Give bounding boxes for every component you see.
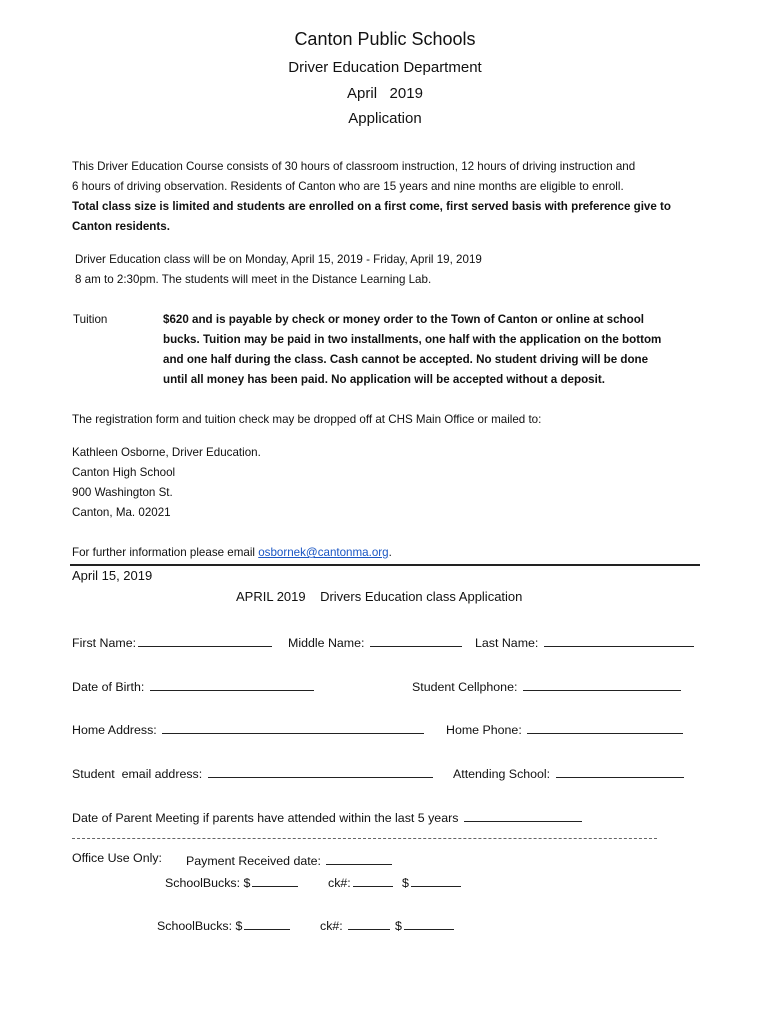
intro-bold-line: Canton residents. (72, 220, 170, 233)
middle-name-label: Middle Name: (288, 636, 368, 650)
tuition-details (163, 310, 661, 390)
form-title: APRIL 2019 Drivers Education class Application (236, 589, 523, 604)
mailing-address (72, 443, 261, 523)
home-phone-field[interactable] (446, 720, 683, 737)
payment-date-field[interactable] (186, 851, 392, 868)
first-name-field[interactable] (72, 633, 272, 650)
schoolbucks-field-2[interactable] (157, 916, 290, 933)
tuition-line: and one half during the class. Cash cannot be accepted. No student driving will be done (163, 353, 649, 366)
schoolbucks-blank[interactable] (244, 916, 290, 930)
schoolbucks-field-1[interactable] (165, 873, 298, 890)
check-number-label: ck#: (328, 876, 351, 890)
dob-label: Date of Birth: (72, 680, 148, 694)
home-phone-label: Home Phone: (446, 723, 526, 737)
registration-text: The registration form and tuition check may be dropped off at CHS Main Office or mailed to: (72, 413, 542, 426)
address-line: 900 Washington St. (72, 486, 173, 499)
check-number-label: ck#: (320, 919, 347, 933)
tuition-label: Tuition (73, 313, 108, 326)
address-line: Canton High School (72, 466, 176, 479)
email-field[interactable] (72, 764, 433, 781)
cellphone-label: Student Cellphone: (412, 680, 521, 694)
department-title: Driver Education Department (288, 59, 482, 76)
intro-line: This Driver Education Course consists of 30 hours of classroom instruction, 12 hours of driving instruction and (72, 160, 636, 173)
middle-name-field[interactable] (288, 633, 462, 650)
payment-date-label: Payment Received date: (186, 854, 325, 868)
email-link[interactable]: osbornek@cantonma.org (258, 546, 389, 559)
email-label: Student email address: (72, 767, 206, 781)
last-name-blank[interactable] (544, 633, 694, 647)
contact-prefix: For further information please email (72, 546, 259, 559)
middle-name-blank[interactable] (370, 633, 462, 647)
school-blank[interactable] (556, 764, 684, 778)
schoolbucks-label: SchoolBucks: $ (165, 876, 251, 890)
dob-blank[interactable] (150, 677, 314, 691)
parent-meeting-label: Date of Parent Meeting if parents have attended within the last 5 years (72, 811, 462, 825)
amount-field-2[interactable] (395, 916, 454, 933)
school-field[interactable] (453, 764, 684, 781)
home-address-blank[interactable] (162, 720, 424, 734)
check-number-field-1[interactable] (328, 873, 393, 890)
amount-blank[interactable] (404, 916, 454, 930)
document-type: Application (348, 110, 422, 127)
document-date: April 2019 (347, 85, 423, 102)
schedule-paragraph (75, 250, 482, 290)
school-label: Attending School: (453, 767, 554, 781)
tuition-line: until all money has been paid. No application will be accepted without a deposit. (163, 373, 605, 386)
last-name-field[interactable] (475, 633, 694, 650)
schedule-line: Driver Education class will be on Monday, April 15, 2019 - Friday, April 19, 2019 (75, 253, 482, 266)
parent-meeting-blank[interactable] (464, 808, 582, 822)
home-address-field[interactable] (72, 720, 424, 737)
home-address-label: Home Address: (72, 723, 161, 737)
intro-line: 6 hours of driving observation. Residents of Canton who are 15 years and nine months are eligible to enroll. (72, 180, 624, 193)
amount-label: $ (395, 919, 402, 933)
address-line: Canton, Ma. 02021 (72, 506, 171, 519)
check-number-field-2[interactable] (320, 916, 390, 933)
office-use-label: Office Use Only: (72, 851, 162, 865)
office-divider (72, 838, 657, 839)
tuition-line: bucks. Tuition may be paid in two installments, one half with the application on the bottom (163, 333, 662, 346)
payment-date-blank[interactable] (326, 851, 392, 865)
first-name-label: First Name: (72, 636, 137, 650)
last-name-label: Last Name: (475, 636, 542, 650)
parent-meeting-field[interactable] (72, 808, 582, 825)
home-phone-blank[interactable] (527, 720, 683, 734)
tuition-line: $620 and is payable by check or money order to the Town of Canton or online at school (163, 313, 645, 326)
cellphone-field[interactable] (412, 677, 681, 694)
cellphone-blank[interactable] (523, 677, 681, 691)
intro-bold-line: Total class size is limited and students are enrolled on a first come, first served basis with preference give to (72, 200, 671, 213)
schoolbucks-blank[interactable] (252, 873, 298, 887)
contact-suffix: . (388, 546, 392, 559)
first-name-blank[interactable] (138, 633, 272, 647)
contact-line (72, 543, 392, 563)
check-number-blank[interactable] (353, 873, 393, 887)
amount-label: $ (402, 876, 409, 890)
section-divider (70, 564, 700, 566)
email-blank[interactable] (208, 764, 433, 778)
address-line: Kathleen Osborne, Driver Education. (72, 446, 261, 459)
page-title: Canton Public Schools (294, 29, 476, 49)
check-number-blank[interactable] (348, 916, 390, 930)
dob-field[interactable] (72, 677, 314, 694)
amount-field-1[interactable] (402, 873, 461, 890)
amount-blank[interactable] (411, 873, 461, 887)
intro-paragraph (72, 157, 671, 237)
form-date: April 15, 2019 (72, 568, 153, 583)
schoolbucks-label: SchoolBucks: $ (157, 919, 243, 933)
schedule-line: 8 am to 2:30pm. The students will meet in the Distance Learning Lab. (75, 273, 432, 286)
